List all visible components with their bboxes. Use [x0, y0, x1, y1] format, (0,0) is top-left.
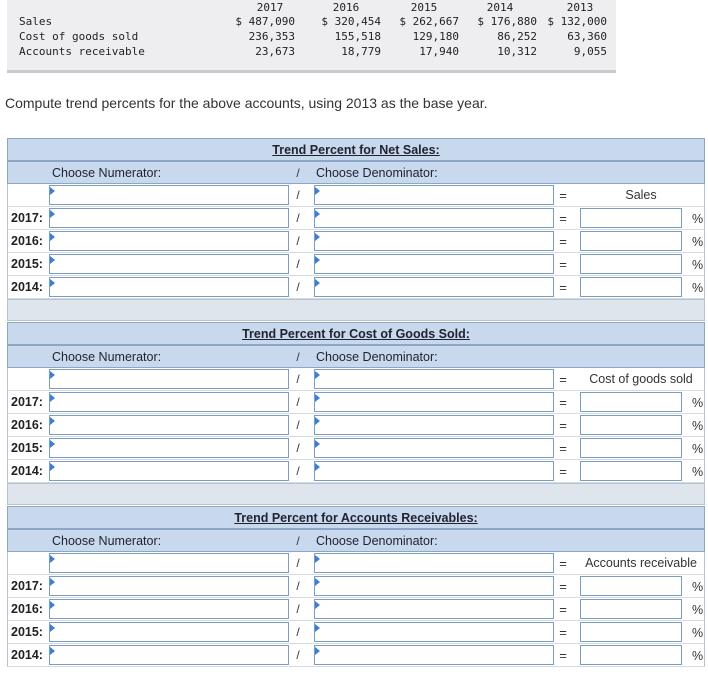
row-label: Accounts receivable — [19, 45, 145, 58]
equals-symbol: = — [559, 234, 567, 249]
divide-symbol: / — [296, 464, 300, 478]
section-header-row — [7, 345, 705, 368]
year-row — [7, 437, 705, 460]
numerator-select[interactable] — [49, 622, 289, 642]
formula-row — [7, 552, 705, 575]
percent-symbol: % — [692, 235, 704, 249]
equals-symbol: = — [559, 602, 567, 617]
divide-symbol: / — [296, 395, 300, 409]
percent-input[interactable] — [580, 208, 682, 228]
year-row — [7, 230, 705, 253]
percent-input[interactable] — [580, 438, 682, 458]
percent-symbol: % — [692, 649, 704, 663]
dropdown-marker-icon — [50, 624, 55, 632]
year-label: 2016: — [11, 234, 43, 248]
equals-symbol: = — [559, 257, 567, 272]
percent-input[interactable] — [580, 645, 682, 665]
percent-symbol: % — [692, 580, 704, 594]
divide-symbol: / — [296, 350, 300, 364]
divide-symbol: / — [296, 441, 300, 455]
denominator-label: Choose Denominator: — [316, 350, 438, 364]
dropdown-marker-icon — [315, 624, 320, 632]
table-cell: 155,518 — [334, 30, 381, 43]
divide-symbol: / — [296, 534, 300, 548]
trend-section — [7, 138, 705, 307]
dropdown-marker-icon — [50, 256, 55, 264]
equals-symbol: = — [559, 464, 567, 479]
numerator-select[interactable] — [49, 415, 289, 435]
financial-data-table — [7, 0, 616, 73]
section-divider — [7, 299, 705, 321]
dropdown-marker-icon — [50, 279, 55, 287]
table-cell: 10,312 — [497, 45, 537, 58]
equals-symbol: = — [559, 625, 567, 640]
numerator-select[interactable] — [49, 438, 289, 458]
table-cell: 63,360 — [567, 30, 607, 43]
numerator-select[interactable] — [49, 231, 289, 251]
divide-symbol: / — [296, 280, 300, 294]
year-label: 2017: — [11, 579, 43, 593]
divide-symbol: / — [296, 602, 300, 616]
dropdown-marker-icon — [315, 555, 320, 563]
dropdown-marker-icon — [315, 463, 320, 471]
year-label: 2014: — [11, 464, 43, 478]
year-label: 2015: — [11, 441, 43, 455]
denominator-select[interactable] — [314, 185, 554, 205]
percent-symbol: % — [692, 465, 704, 479]
trend-section — [7, 506, 705, 675]
table-cell: 23,673 — [255, 45, 295, 58]
denominator-select[interactable] — [314, 553, 554, 573]
divide-symbol: / — [296, 556, 300, 570]
section-title-row — [7, 322, 705, 345]
denominator-label: Choose Denominator: — [316, 534, 438, 548]
equals-symbol: = — [559, 280, 567, 295]
divide-symbol: / — [296, 166, 300, 180]
percent-symbol: % — [692, 419, 704, 433]
denominator-select[interactable] — [314, 576, 554, 596]
denominator-select[interactable] — [314, 438, 554, 458]
denominator-select[interactable] — [314, 461, 554, 481]
dropdown-marker-icon — [50, 578, 55, 586]
formula-row — [7, 368, 705, 391]
percent-symbol: % — [692, 603, 704, 617]
table-cell: $ 132,000 — [547, 15, 607, 28]
dropdown-marker-icon — [315, 279, 320, 287]
dropdown-marker-icon — [50, 647, 55, 655]
numerator-label: Choose Numerator: — [52, 166, 162, 180]
percent-symbol: % — [692, 212, 704, 226]
percent-input[interactable] — [580, 254, 682, 274]
year-label: 2015: — [11, 625, 43, 639]
divide-symbol: / — [296, 625, 300, 639]
dropdown-marker-icon — [50, 463, 55, 471]
divide-symbol: / — [296, 418, 300, 432]
year-label: 2017: — [11, 395, 43, 409]
percent-symbol: % — [692, 396, 704, 410]
numerator-select[interactable] — [49, 553, 289, 573]
numerator-select[interactable] — [49, 254, 289, 274]
dropdown-marker-icon — [315, 394, 320, 402]
numerator-select[interactable] — [49, 599, 289, 619]
dropdown-marker-icon — [315, 371, 320, 379]
denominator-select[interactable] — [314, 645, 554, 665]
denominator-select[interactable] — [314, 622, 554, 642]
percent-symbol: % — [692, 258, 704, 272]
equals-symbol: = — [559, 395, 567, 410]
section-title: Trend Percent for Net Sales: — [272, 143, 440, 157]
formula-row — [7, 184, 705, 207]
year-label: 2017: — [11, 211, 43, 225]
dropdown-marker-icon — [50, 233, 55, 241]
divide-symbol: / — [296, 234, 300, 248]
year-row — [7, 207, 705, 230]
year-row — [7, 460, 705, 483]
section-title-row — [7, 506, 705, 529]
trend-section — [7, 322, 705, 491]
result-label: Accounts receivable — [585, 556, 697, 570]
denominator-select[interactable] — [314, 415, 554, 435]
year-header: 2017 — [256, 1, 284, 14]
section-header-row — [7, 161, 705, 184]
row-label: Cost of goods sold — [19, 30, 139, 43]
dropdown-marker-icon — [50, 417, 55, 425]
equals-symbol: = — [559, 372, 567, 387]
year-row — [7, 253, 705, 276]
equals-symbol: = — [559, 648, 567, 663]
divide-symbol: / — [296, 648, 300, 662]
year-label: 2016: — [11, 602, 43, 616]
year-row — [7, 391, 705, 414]
equals-symbol: = — [559, 188, 567, 203]
table-cell: 129,180 — [412, 30, 459, 43]
row-label: Sales — [19, 15, 53, 28]
dropdown-marker-icon — [50, 555, 55, 563]
year-label: 2014: — [11, 280, 43, 294]
dropdown-marker-icon — [50, 601, 55, 609]
percent-input[interactable] — [580, 415, 682, 435]
percent-input[interactable] — [580, 461, 682, 481]
percent-symbol: % — [692, 442, 704, 456]
year-label: 2016: — [11, 418, 43, 432]
percent-input[interactable] — [580, 622, 682, 642]
numerator-select[interactable] — [49, 576, 289, 596]
equals-symbol: = — [559, 579, 567, 594]
divide-symbol: / — [296, 579, 300, 593]
numerator-select[interactable] — [49, 369, 289, 389]
year-header: 2013 — [566, 1, 594, 14]
year-row — [7, 414, 705, 437]
dropdown-marker-icon — [50, 187, 55, 195]
equals-symbol: = — [559, 556, 567, 571]
section-header-row — [7, 529, 705, 552]
denominator-select[interactable] — [314, 599, 554, 619]
year-header: 2016 — [332, 1, 360, 14]
table-cell: 86,252 — [497, 30, 537, 43]
numerator-select[interactable] — [49, 392, 289, 412]
year-row — [7, 598, 705, 621]
dropdown-marker-icon — [315, 233, 320, 241]
dropdown-marker-icon — [315, 601, 320, 609]
numerator-select[interactable] — [49, 461, 289, 481]
year-row — [7, 276, 705, 299]
divide-symbol: / — [296, 211, 300, 225]
section-title-row — [7, 138, 705, 161]
percent-symbol: % — [692, 281, 704, 295]
denominator-select[interactable] — [314, 392, 554, 412]
divide-symbol: / — [296, 188, 300, 202]
denominator-select[interactable] — [314, 277, 554, 297]
year-row — [7, 621, 705, 644]
numerator-select[interactable] — [49, 645, 289, 665]
section-title: Trend Percent for Cost of Goods Sold: — [242, 327, 470, 341]
percent-input[interactable] — [580, 231, 682, 251]
year-label: 2014: — [11, 648, 43, 662]
dropdown-marker-icon — [315, 187, 320, 195]
dropdown-marker-icon — [315, 578, 320, 586]
table-cell: 17,940 — [419, 45, 459, 58]
instruction-text: Compute trend percents for the above accounts, using 2013 as the base year. — [5, 95, 488, 111]
numerator-label: Choose Numerator: — [52, 350, 162, 364]
dropdown-marker-icon — [315, 647, 320, 655]
table-cell: $ 487,090 — [235, 15, 295, 28]
dropdown-marker-icon — [50, 394, 55, 402]
table-cell: 9,055 — [573, 45, 607, 58]
result-label: Cost of goods sold — [589, 372, 693, 386]
section-title: Trend Percent for Accounts Receivables: — [234, 511, 478, 525]
dropdown-marker-icon — [50, 210, 55, 218]
year-row — [7, 644, 705, 667]
table-cell: $ 262,667 — [399, 15, 459, 28]
percent-input[interactable] — [580, 599, 682, 619]
numerator-label: Choose Numerator: — [52, 534, 162, 548]
section-divider — [7, 483, 705, 505]
denominator-select[interactable] — [314, 369, 554, 389]
dropdown-marker-icon — [315, 417, 320, 425]
dropdown-marker-icon — [50, 440, 55, 448]
dropdown-marker-icon — [315, 210, 320, 218]
year-row — [7, 575, 705, 598]
equals-symbol: = — [559, 418, 567, 433]
table-cell: $ 320,454 — [321, 15, 381, 28]
dropdown-marker-icon — [315, 440, 320, 448]
equals-symbol: = — [559, 441, 567, 456]
table-cell: 18,779 — [341, 45, 381, 58]
year-header: 2014 — [486, 1, 514, 14]
percent-symbol: % — [692, 626, 704, 640]
denominator-select[interactable] — [314, 208, 554, 228]
table-cell: $ 176,880 — [477, 15, 537, 28]
dropdown-marker-icon — [315, 256, 320, 264]
year-header: 2015 — [410, 1, 438, 14]
divide-symbol: / — [296, 372, 300, 386]
percent-input[interactable] — [580, 277, 682, 297]
equals-symbol: = — [559, 211, 567, 226]
denominator-select[interactable] — [314, 231, 554, 251]
numerator-select[interactable] — [49, 277, 289, 297]
denominator-label: Choose Denominator: — [316, 166, 438, 180]
year-label: 2015: — [11, 257, 43, 271]
numerator-select[interactable] — [49, 208, 289, 228]
percent-input[interactable] — [580, 392, 682, 412]
denominator-select[interactable] — [314, 254, 554, 274]
result-label: Sales — [625, 188, 657, 202]
table-cell: 236,353 — [248, 30, 295, 43]
percent-input[interactable] — [580, 576, 682, 596]
dropdown-marker-icon — [50, 371, 55, 379]
divide-symbol: / — [296, 257, 300, 271]
numerator-select[interactable] — [49, 185, 289, 205]
